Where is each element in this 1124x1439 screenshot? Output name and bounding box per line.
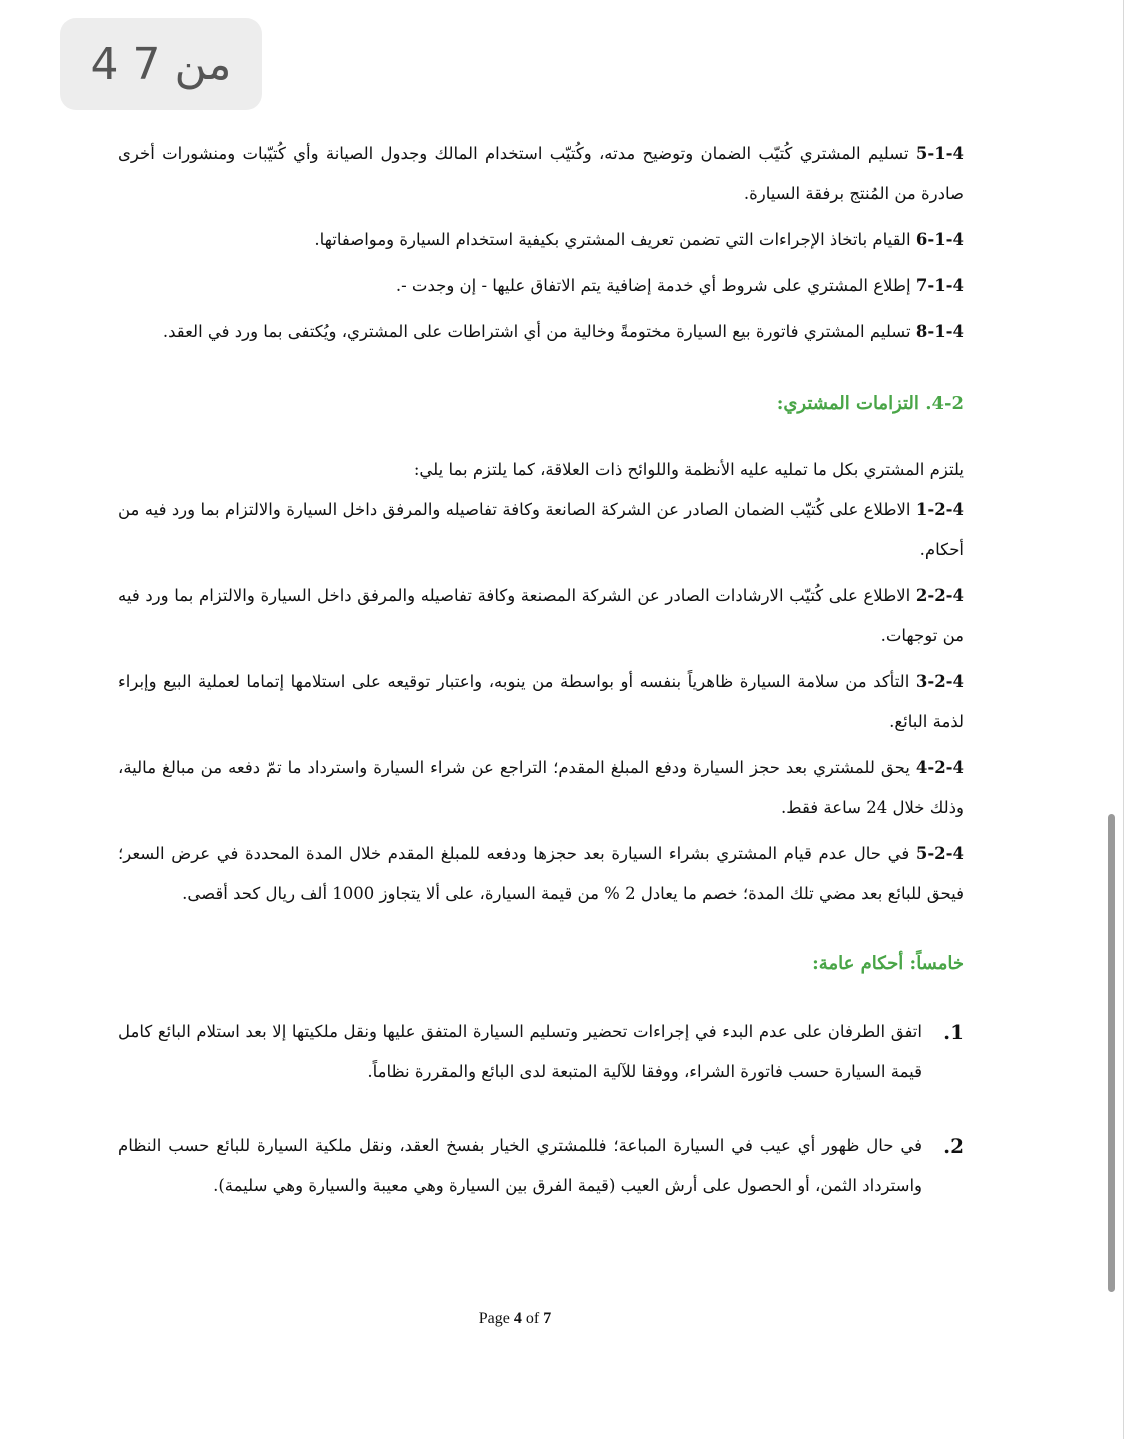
clause-1-2-4	[118, 490, 964, 570]
vertical-scrollbar[interactable]	[1108, 814, 1115, 1292]
clause-text: تسليم المشتري فاتورة بيع السيارة مختومةً وخالية من أي اشتراطات على المشتري، ويُكتفى بما ورد في العقد.	[162, 322, 911, 341]
clause-5-2-4	[118, 834, 964, 914]
clause-7-1-4	[118, 266, 964, 306]
clause-number: 7-1-4	[915, 276, 964, 295]
clause-number: 5-2-4	[915, 844, 964, 863]
general-item-1	[118, 1012, 964, 1092]
footer-page-label: Page	[478, 1310, 510, 1327]
buyer-intro: يلتزم المشتري بكل ما تمليه عليه الأنظمة واللوائح ذات العلاقة، كما يلتزم بما يلي:	[413, 460, 964, 479]
clause-number: 6-1-4	[915, 230, 964, 249]
list-number: 2.	[943, 1134, 964, 1158]
clause-number: 2-2-4	[915, 586, 964, 605]
buyer-obligations-heading: 4-2. التزامات المشتري:	[776, 393, 964, 414]
clause-text: التأكد من سلامة السيارة ظاهرياً بنفسه أو بواسطة من ينوبه، واعتبار توقيعه على استلامها إتماما لعملية البيع وإبراء لذمة البائع.	[118, 672, 964, 731]
clause-number: 8-1-4	[915, 322, 964, 341]
clause-text: الاطلاع على كُتيّب الارشادات الصادر عن الشركة المصنعة وكافة تفاصيله والمرفق داخل السيارة والالتزام بما ورد فيه من توجهات.	[118, 586, 964, 645]
clause-number: 4-2-4	[915, 758, 964, 777]
clause-4-2-4	[118, 748, 964, 828]
clause-text: إطلاع المشتري على شروط أي خدمة إضافية يتم الاتفاق عليها - إن وجدت -.	[395, 276, 911, 295]
clause-2-2-4	[118, 576, 964, 656]
clause-text: يحق للمشتري بعد حجز السيارة ودفع المبلغ المقدم؛ التراجع عن شراء السيارة واسترداد ما تمّ دفعه من مبالغ مالية، وذلك خلال 24 ساعة فقط.	[118, 758, 964, 817]
footer-total-pages: 7	[543, 1310, 552, 1327]
page-footer	[0, 1310, 1030, 1328]
clause-8-1-4	[118, 312, 964, 352]
page-indicator-text: 4 من 7	[90, 38, 232, 90]
clause-5-1-4	[118, 134, 964, 214]
list-number: 1.	[943, 1020, 964, 1044]
clause-3-2-4	[118, 662, 964, 742]
clause-number: 3-2-4	[915, 672, 964, 691]
general-provisions-heading: خامساً: أحكام عامة:	[812, 953, 964, 974]
list-item-text: في حال ظهور أي عيب في السيارة المباعة؛ فللمشتري الخيار بفسخ العقد، ونقل ملكية السيارة للبائع حسب النظام واسترداد الثمن، أو الحصول على أرش العيب (قيمة الفرق بين السيارة وهي معيبة والسيارة وهي سليمة).	[118, 1136, 922, 1195]
clause-text: تسليم المشتري كُتيّب الضمان وتوضيح مدته، وكُتيّب استخدام المالك وجدول الصيانة وأي كُتيّبات ومنشورات أخرى صادرة من المُنتج برفقة السيارة.	[118, 144, 964, 203]
page-indicator-badge	[60, 18, 262, 110]
clause-6-1-4	[118, 220, 964, 260]
clause-text: في حال عدم قيام المشتري بشراء السيارة بعد حجزها ودفعه للمبلغ المقدم خلال المدة المحددة في عرض السعر؛ فيحق للبائع بعد مضي تلك المدة؛ خصم ما يعادل 2 % من قيمة السيارة، على ألا يتجاوز 1000 ألف ريال كحد أقصى.	[118, 844, 964, 903]
general-item-2	[118, 1126, 964, 1206]
clause-text: الاطلاع على كُتيّب الضمان الصادر عن الشركة الصانعة وكافة تفاصيله والمرفق داخل السيارة والالتزام بما ورد فيه من أحكام.	[118, 500, 964, 559]
clause-number: 5-1-4	[915, 144, 964, 163]
clause-number: 1-2-4	[915, 500, 964, 519]
clause-text: القيام باتخاذ الإجراءات التي تضمن تعريف المشتري بكيفية استخدام السيارة ومواصفاتها.	[314, 230, 911, 249]
list-item-text: اتفق الطرفان على عدم البدء في إجراءات تحضير وتسليم السيارة المتفق عليها ونقل ملكيتها إلا بعد استلام البائع كامل قيمة السيارة حسب فاتورة الشراء، ووفقا للآلية المتبعة لدى البائع والمقررة نظاماً.	[118, 1022, 922, 1081]
document-page	[118, 134, 964, 1206]
footer-of-label: of	[525, 1310, 540, 1327]
footer-current-page: 4	[513, 1310, 522, 1327]
